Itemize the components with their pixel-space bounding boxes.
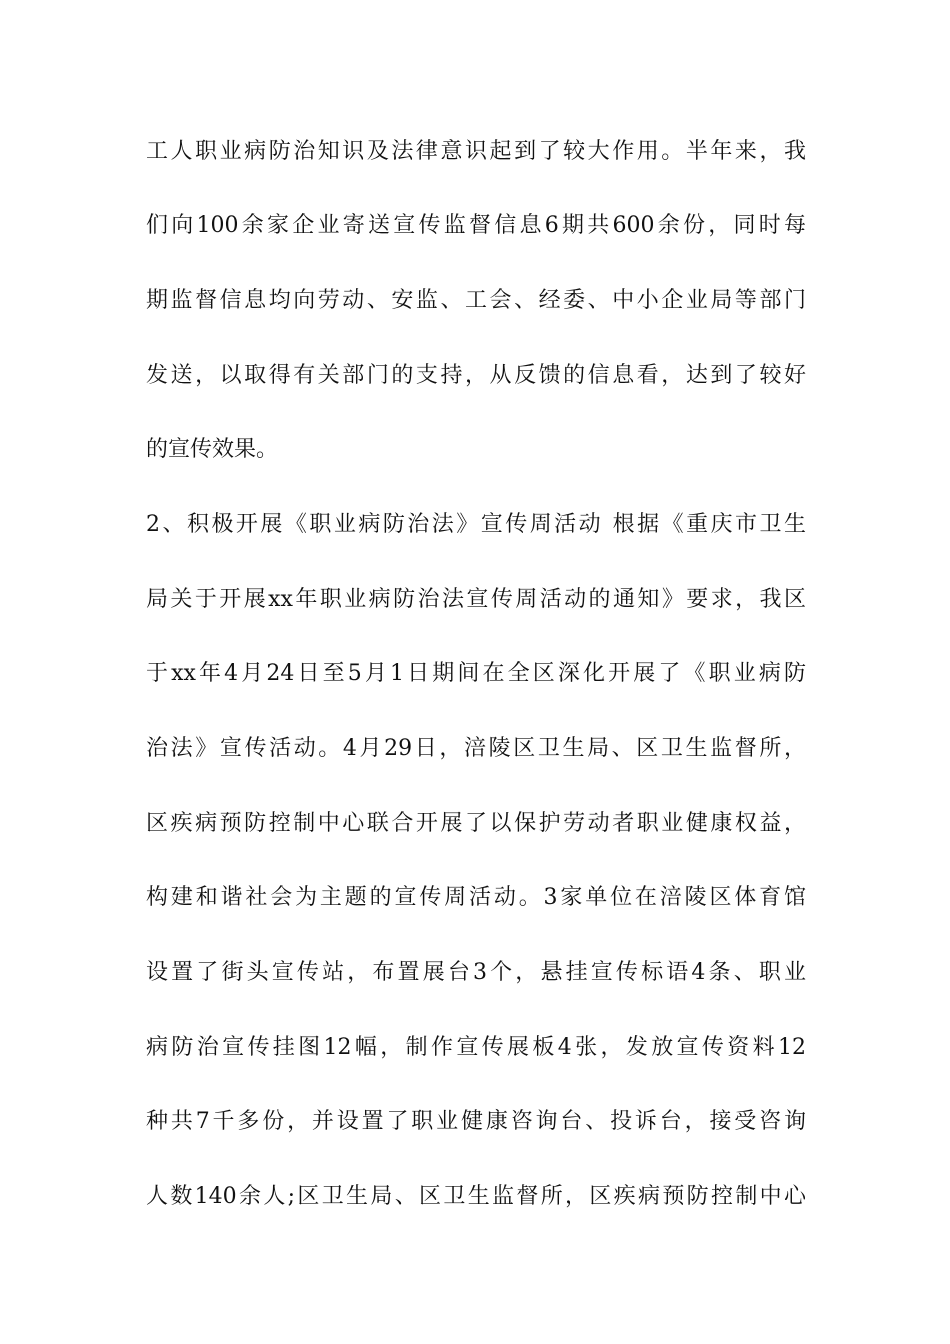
text-line-9: 治法》宣传活动。4月29日，涪陵区卫生局、区卫生监督所， xyxy=(146,736,806,761)
text-line-8: 于xx年4月24日至5月1日期间在全区深化开展了《职业病防 xyxy=(146,661,806,686)
text-line-14: 种共7千多份，并设置了职业健康咨询台、投诉台，接受咨询 xyxy=(146,1109,806,1134)
text-line-3: 期监督信息均向劳动、安监、工会、经委、中小企业局等部门 xyxy=(146,288,806,313)
text-line-5: 的宣传效果。 xyxy=(146,437,279,462)
text-line-10: 区疾病预防控制中心联合开展了以保护劳动者职业健康权益， xyxy=(146,811,806,836)
text-line-4: 发送，以取得有关部门的支持，从反馈的信息看，达到了较好 xyxy=(146,363,806,388)
text-line-1: 工人职业病防治知识及法律意识起到了较大作用。半年来，我 xyxy=(146,139,806,164)
text-line-6: 2、积极开展《职业病防治法》宣传周活动 根据《重庆市卫生 xyxy=(146,512,806,537)
text-line-7: 局关于开展xx年职业病防治法宣传周活动的通知》要求，我区 xyxy=(146,587,806,612)
text-line-2: 们向100余家企业寄送宣传监督信息6期共600余份，同时每 xyxy=(146,213,806,238)
text-line-11: 构建和谐社会为主题的宣传周活动。3家单位在涪陵区体育馆 xyxy=(146,885,806,910)
text-line-15: 人数140余人;区卫生局、区卫生监督所，区疾病预防控制中心 xyxy=(146,1184,806,1209)
text-line-12: 设置了街头宣传站，布置展台3个，悬挂宣传标语4条、职业 xyxy=(146,960,806,985)
text-line-13: 病防治宣传挂图12幅，制作宣传展板4张，发放宣传资料12 xyxy=(146,1035,806,1060)
